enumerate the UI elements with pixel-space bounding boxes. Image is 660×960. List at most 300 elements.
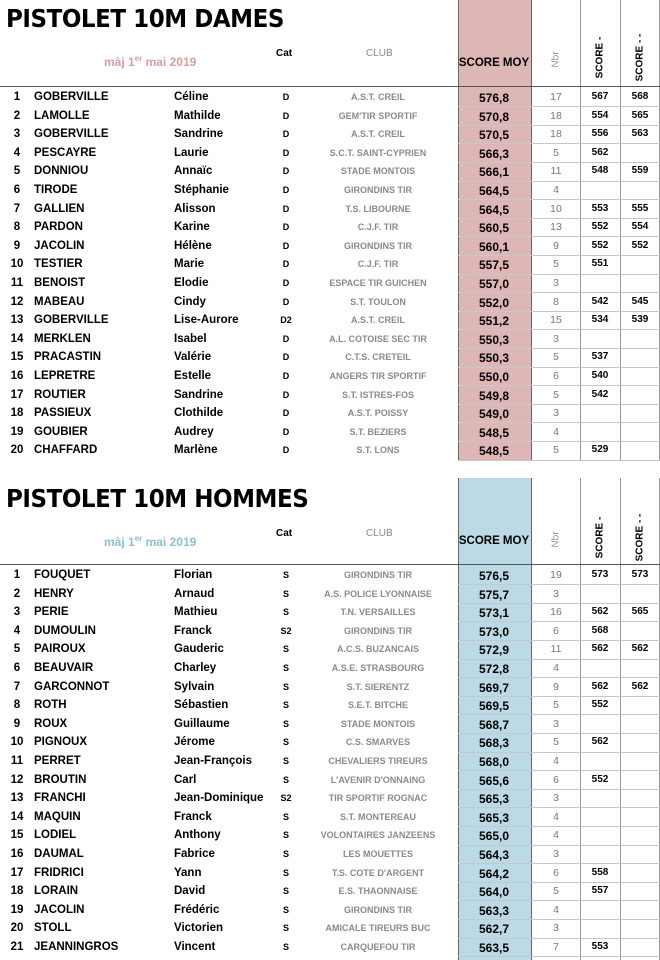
score-avg-cell: 573,0 [478,624,510,639]
score-avg-cell: 564,2 [478,866,510,881]
rank-cell: 11 [10,277,24,289]
section-title: PISTOLET 10M DAMES [6,4,284,33]
score-avg-cell: 560,1 [478,239,510,254]
count-cell: 6 [553,624,559,637]
rank-cell: 12 [10,295,24,308]
category-cell: D [282,129,290,140]
last-name-cell: GALLIEN [34,202,85,215]
score-avg-cell: 549,0 [478,407,510,422]
count-cell: 5 [553,258,559,271]
rank-cell: 13 [10,314,24,327]
score-avg-cell: 560,5 [478,221,510,236]
count-cell: 18 [550,128,562,141]
hommes-section [0,478,660,960]
club-cell: GIRONDINS TIR [343,240,412,251]
count-cell: 9 [553,680,559,693]
rank-cell: 6 [13,662,21,674]
table-row [0,789,660,808]
first-name-cell: Lise-Aurore [174,314,239,327]
table-row [0,882,660,901]
score-2-cell: 573 [631,569,649,580]
last-name-cell: DONNIOU [34,165,89,178]
score-1-cell: 537 [591,351,609,363]
category-cell: D [282,278,290,288]
table-row [0,441,660,460]
first-name-cell: Laurie [174,146,209,159]
count-cell: 19 [550,569,562,581]
last-name-cell: LAMOLLE [34,109,90,122]
club-cell: AMICALE TIREURS BUC [325,923,431,934]
club-cell: E.S. THAONNAISE [338,886,418,897]
category-cell: D [282,185,290,195]
score-1-cell: 553 [591,941,609,952]
first-name-cell: Guillaume [174,717,230,730]
first-name-cell: Gauderic [174,643,224,656]
table-row [0,200,660,219]
table-row [0,566,660,585]
table-row [0,311,660,330]
header-nbr: Nbr [550,51,562,68]
first-name-cell: Carl [174,773,197,786]
score-1-cell: 534 [591,314,609,326]
score-avg-cell: 565,0 [478,829,510,844]
count-cell: 6 [553,866,559,879]
last-name-cell: ROTH [34,699,67,712]
rank-cell: 1 [13,91,21,103]
last-name-cell: FRANCHI [34,792,86,805]
table-row [0,274,660,293]
score-1-cell: 552 [591,699,609,711]
count-cell: 18 [550,109,562,122]
first-name-cell: David [174,885,206,898]
first-name-cell: Anthony [174,829,221,842]
score-2-cell: 562 [631,643,649,655]
category-cell: D [282,389,290,400]
club-cell: STADE MONTOIS [340,166,416,177]
club-cell: S.T. BEZIERS [349,426,407,437]
last-name-cell: PERRET [34,755,81,767]
score-1-cell: 552 [591,239,609,251]
table-row [0,603,660,622]
category-cell: D [282,426,290,437]
table-row [0,107,660,126]
table-row [0,752,660,771]
score-1-cell: 568 [591,624,609,636]
header-score-1: SCORE - [594,516,606,559]
table-row [0,696,660,715]
count-cell: 9 [553,239,559,252]
count-cell: 3 [553,587,559,600]
first-name-cell: Céline [174,91,209,103]
count-cell: 3 [553,922,559,935]
first-name-cell: Stéphanie [174,184,229,196]
score-avg-cell: 568,3 [478,736,510,751]
rank-cell: 2 [13,587,21,600]
header-line [0,564,660,565]
first-name-cell: Sandrine [174,388,224,401]
club-cell: A.C.S. BUZANCAIS [336,644,419,655]
score-1-cell: 542 [591,295,609,307]
club-cell: S.C.T. SAINT-CYPRIEN [329,147,427,158]
score-avg-cell: 569,5 [478,699,510,714]
club-cell: A.S.T. CREIL [350,92,405,102]
rank-cell: 11 [10,755,24,767]
count-cell: 8 [553,295,559,308]
rank-cell: 17 [10,388,24,401]
club-cell: GIRONDINS TIR [343,570,412,580]
table-row [0,826,660,845]
score-1-cell: 552 [591,773,609,785]
table-row [0,162,660,181]
header-line [0,86,660,87]
rank-cell: 3 [13,128,21,141]
table-row [0,901,660,920]
count-cell: 5 [553,736,559,749]
count-cell: 4 [553,425,559,438]
score-avg-cell: 550,3 [478,332,510,347]
score-avg-cell: 550,0 [478,370,510,384]
score-avg-cell: 573,1 [478,606,510,621]
count-cell: 5 [553,146,559,159]
club-cell: GIRONDINS TIR [343,625,412,636]
score-1-cell: 558 [591,866,609,878]
score-avg-cell: 551,2 [478,314,510,329]
first-name-cell: Arnaud [174,587,215,600]
header-club: CLUB [366,528,393,539]
score-avg-cell: 575,7 [478,587,510,602]
rank-cell: 4 [13,624,21,637]
first-name-cell: Sandrine [174,128,224,141]
score-avg-cell: 576,8 [478,91,510,105]
count-cell: 5 [553,444,559,457]
category-cell: S2 [280,625,292,636]
first-name-cell: Charley [174,662,217,674]
score-2-cell: 565 [631,606,649,618]
last-name-cell: GOBERVILLE [34,314,109,327]
score-avg-cell: 572,8 [478,662,510,676]
club-cell: S.T. SIERENTZ [346,681,410,692]
score-avg-cell: 563,3 [478,903,510,918]
count-cell: 5 [553,699,559,712]
rank-cell: 2 [13,109,21,122]
last-name-cell: JEANNINGROS [34,941,119,953]
club-cell: S.E.T. BITCHE [347,700,408,711]
last-name-cell: BENOIST [34,277,86,289]
first-name-cell: Clothilde [174,407,224,420]
last-name-cell: PERIE [34,606,69,619]
rank-cell: 19 [10,425,24,438]
table-row [0,622,660,641]
last-name-cell: JACOLIN [34,239,85,252]
rank-cell: 12 [10,773,24,786]
count-cell: 4 [553,829,559,842]
rank-cell: 19 [10,903,24,916]
count-cell: 10 [550,202,562,215]
score-1-cell: 562 [591,736,609,748]
score-1-cell: 567 [591,91,609,102]
table-row [0,423,660,442]
last-name-cell: HENRY [34,587,74,600]
category-cell: S [282,756,289,766]
score-2-cell: 539 [631,314,649,326]
club-cell: C.S. SMARVES [345,737,411,748]
row-divider [458,956,660,957]
category-cell: D2 [280,315,292,326]
table-row [0,845,660,864]
club-cell: A.S.T. POISSY [347,408,409,419]
rank-cell: 14 [10,332,24,345]
category-cell: D [282,147,290,158]
last-name-cell: PESCAYRE [34,146,97,159]
first-name-cell: Audrey [174,425,214,438]
table-row [0,585,660,604]
count-cell: 5 [553,388,559,401]
club-cell: L'AVENIR D'ONNAING [330,774,426,785]
header-score-2: SCORE - - [634,33,646,82]
category-cell: D [282,110,290,121]
rank-cell: 1 [13,569,21,581]
table-row [0,808,660,827]
club-cell: GIRONDINS TIR [343,904,412,915]
header-club: CLUB [366,48,393,59]
score-1-cell: 557 [591,885,609,897]
rank-cell: 13 [10,792,24,805]
last-name-cell: FOUQUET [34,569,91,581]
score-1-cell: 562 [591,643,609,655]
header-score: SCORE MOY [458,535,530,547]
table-row [0,864,660,883]
count-cell: 3 [553,848,559,860]
count-cell: 15 [550,314,562,327]
club-cell: GEM'TIR SPORTIF [338,110,418,121]
count-cell: 4 [553,903,559,916]
last-name-cell: GOBERVILLE [34,128,109,141]
count-cell: 4 [553,810,559,823]
category-cell: S [282,718,289,729]
category-cell: S [282,737,289,748]
rank-cell: 10 [10,736,24,749]
table-row [0,237,660,256]
rank-cell: 16 [10,370,24,382]
table-row [0,404,660,423]
rank-cell: 9 [13,717,21,730]
club-cell: LES MOUETTES [342,849,413,859]
first-name-cell: Isabel [174,332,207,345]
table-row [0,88,660,107]
rank-cell: 18 [10,407,24,420]
category-cell: D [282,259,290,270]
score-2-cell: 568 [631,91,649,102]
category-cell: S [282,700,289,711]
score-avg-cell: 568,0 [478,755,510,769]
category-cell: D [282,166,290,177]
category-cell: D [282,222,290,233]
score-2-cell: 554 [631,221,649,233]
rank-cell: 6 [13,184,21,196]
score-2-cell: 555 [631,202,649,214]
score-1-cell: 554 [591,109,609,121]
count-cell: 3 [553,332,559,345]
last-name-cell: CHAFFARD [34,444,98,457]
score-avg-cell: 552,0 [478,295,510,310]
first-name-cell: Mathilde [174,109,221,122]
rank-cell: 10 [10,258,24,271]
table-row [0,678,660,697]
club-cell: STADE MONTOIS [340,718,416,729]
club-cell: C.T.S. CRETEIL [345,352,411,363]
category-cell: S [282,942,289,952]
score-avg-cell: 570,8 [478,109,510,124]
category-cell: S [282,830,289,841]
rank-cell: 18 [10,885,24,898]
table-row [0,255,660,274]
header-nbr: Nbr [550,531,562,548]
table-row [0,386,660,405]
header-cat: Cat [276,528,293,539]
score-1-cell: 562 [591,146,609,158]
first-name-cell: Cindy [174,295,206,308]
first-name-cell: Victorien [174,922,223,935]
first-name-cell: Annaïc [174,165,213,178]
score-1-cell: 548 [591,165,609,177]
category-cell: D [282,333,290,344]
table-row [0,919,660,938]
header-score: SCORE MOY [458,57,530,69]
club-cell: ANGERS TIR SPORTIF [329,371,427,381]
rank-cell: 5 [13,643,21,656]
last-name-cell: PASSIEUX [34,407,92,420]
count-cell: 11 [550,165,562,178]
category-cell: S [282,644,289,655]
last-name-cell: DAUMAL [34,848,84,860]
category-cell: D [282,371,290,381]
category-cell: S [282,904,289,915]
score-2-cell: 545 [631,295,649,307]
club-cell: ESPACE TIR GUICHEN [329,278,427,288]
last-name-cell: LEPRETRE [34,370,96,382]
table-row [0,733,660,752]
table-row [0,715,660,734]
club-cell: A.S.E. STRASBOURG [331,663,425,673]
table-row [0,125,660,144]
table-row [0,218,660,237]
score-avg-cell: 564,5 [478,184,510,198]
last-name-cell: GOUBIER [34,425,88,438]
first-name-cell: Marlène [174,444,218,457]
first-name-cell: Karine [174,221,210,234]
last-name-cell: STOLL [34,922,72,935]
club-cell: T.N. VERSAILLES [340,607,416,618]
score-avg-cell: 570,5 [478,128,510,143]
score-1-cell: 529 [591,444,609,456]
count-cell: 3 [553,407,559,420]
table-row [0,144,660,163]
count-cell: 3 [553,792,559,805]
header-score-2: SCORE - - [634,513,646,562]
score-1-cell: 552 [591,221,609,233]
score-avg-cell: 576,5 [478,569,510,583]
last-name-cell: PARDON [34,221,83,234]
header-score-1: SCORE - [594,36,606,79]
category-cell: D [282,92,290,102]
dames-section [0,0,660,462]
score-avg-cell: 568,7 [478,717,510,732]
first-name-cell: Jean-François [174,755,252,767]
score-avg-cell: 548,5 [478,444,510,459]
rank-cell: 20 [10,444,24,457]
table-row [0,640,660,659]
last-name-cell: PRACASTIN [34,351,102,364]
rank-cell: 5 [13,165,21,178]
last-name-cell: DUMOULIN [34,624,96,637]
count-cell: 6 [553,370,559,382]
score-1-cell: 573 [591,569,609,580]
update-date: màj 1er mai 2019 [104,534,197,549]
category-cell: S [282,867,289,878]
first-name-cell: Sylvain [174,680,215,693]
last-name-cell: MERKLEN [34,332,91,345]
last-name-cell: ROUX [34,717,68,730]
first-name-cell: Fabrice [174,848,215,860]
category-cell: D [282,445,290,456]
score-1-cell: 542 [591,388,609,400]
score-avg-cell: 566,1 [478,165,510,180]
score-avg-cell: 550,3 [478,351,510,366]
score-avg-cell: 548,5 [478,425,510,440]
club-cell: T.S. LIBOURNE [345,203,411,214]
count-cell: 17 [550,91,562,103]
count-cell: 3 [553,717,559,730]
score-avg-cell: 565,3 [478,792,510,807]
category-cell: S [282,886,289,897]
club-cell: C.J.F. TIR [357,259,399,270]
category-cell: S2 [280,793,292,804]
table-row [0,348,660,367]
last-name-cell: GARCONNOT [34,680,110,693]
count-cell: 5 [553,351,559,364]
category-cell: S [282,607,289,618]
rank-cell: 8 [13,699,21,712]
score-2-cell: 563 [631,128,649,140]
last-name-cell: LODIEL [34,829,77,842]
count-cell: 5 [553,885,559,898]
rank-cell: 7 [13,680,21,693]
rank-cell: 20 [10,922,24,935]
rank-cell: 8 [13,221,21,234]
table-row [0,771,660,790]
rank-cell: 17 [10,866,24,879]
club-cell: CHEVALIERS TIREURS [328,756,428,766]
score-1-cell: 551 [591,258,609,270]
category-cell: D [282,240,290,251]
table-row [0,659,660,678]
score-avg-cell: 564,3 [478,848,510,862]
first-name-cell: Valérie [174,351,212,364]
first-name-cell: Franck [174,624,212,637]
first-name-cell: Yann [174,866,202,879]
count-cell: 4 [553,184,559,196]
score-avg-cell: 549,8 [478,388,510,403]
club-cell: C.J.F. TIR [357,222,399,233]
last-name-cell: TESTIER [34,258,83,271]
score-avg-cell: 565,6 [478,773,510,788]
club-cell: A.S.T. CREIL [350,129,405,140]
count-cell: 16 [550,606,562,619]
first-name-cell: Jean-Dominique [174,792,264,805]
score-1-cell: 553 [591,202,609,214]
last-name-cell: PAIROUX [34,643,86,656]
score-1-cell: 540 [591,370,609,381]
